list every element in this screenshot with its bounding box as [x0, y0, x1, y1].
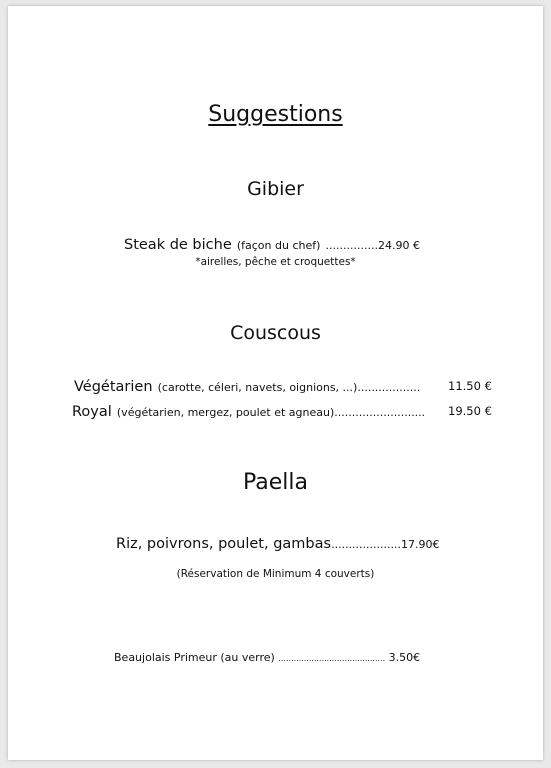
- section-heading-paella: Paella: [242, 470, 308, 495]
- item-name: Royal: [72, 404, 112, 420]
- menu-item-vegetarien: [74, 376, 420, 395]
- page-title: Suggestions: [208, 102, 343, 127]
- item-dots: ..........................................: [278, 654, 386, 663]
- item-note-gibier: *airelles, pêche et croquettes*: [195, 256, 356, 268]
- menu-item-royal: [72, 401, 425, 420]
- item-dots: ...............: [325, 239, 378, 252]
- item-name: Végétarien: [74, 379, 153, 395]
- menu-item-steak-de-biche: [124, 234, 420, 253]
- item-note-paella: (Réservation de Minimum 4 couverts): [176, 568, 375, 580]
- item-dots: ....................: [331, 538, 402, 551]
- section-heading-gibier: Gibier: [247, 178, 304, 200]
- menu-page: [8, 6, 543, 760]
- item-price: 24.90 €: [377, 239, 420, 252]
- item-price-vegetarien: 11.50 €: [448, 379, 492, 393]
- item-name: Beaujolais Primeur (au verre): [114, 651, 275, 664]
- item-price-royal: 19.50 €: [448, 404, 492, 418]
- item-detail: (végétarien, mergez, poulet et agneau): [116, 406, 335, 419]
- item-dots: ..................: [357, 381, 421, 394]
- section-heading-couscous: Couscous: [230, 322, 321, 344]
- item-dots: ..........................: [334, 406, 426, 419]
- menu-item-paella: [116, 533, 440, 552]
- item-price: 3.50€: [388, 651, 421, 664]
- item-detail: (carotte, céleri, navets, oignions, ...): [157, 381, 358, 394]
- menu-item-beaujolais: [114, 651, 420, 664]
- item-name: Steak de biche: [124, 237, 232, 253]
- item-detail: (façon du chef): [236, 239, 321, 252]
- item-price: 17.90€: [401, 538, 440, 551]
- item-name: Riz, poivrons, poulet, gambas: [116, 536, 332, 552]
